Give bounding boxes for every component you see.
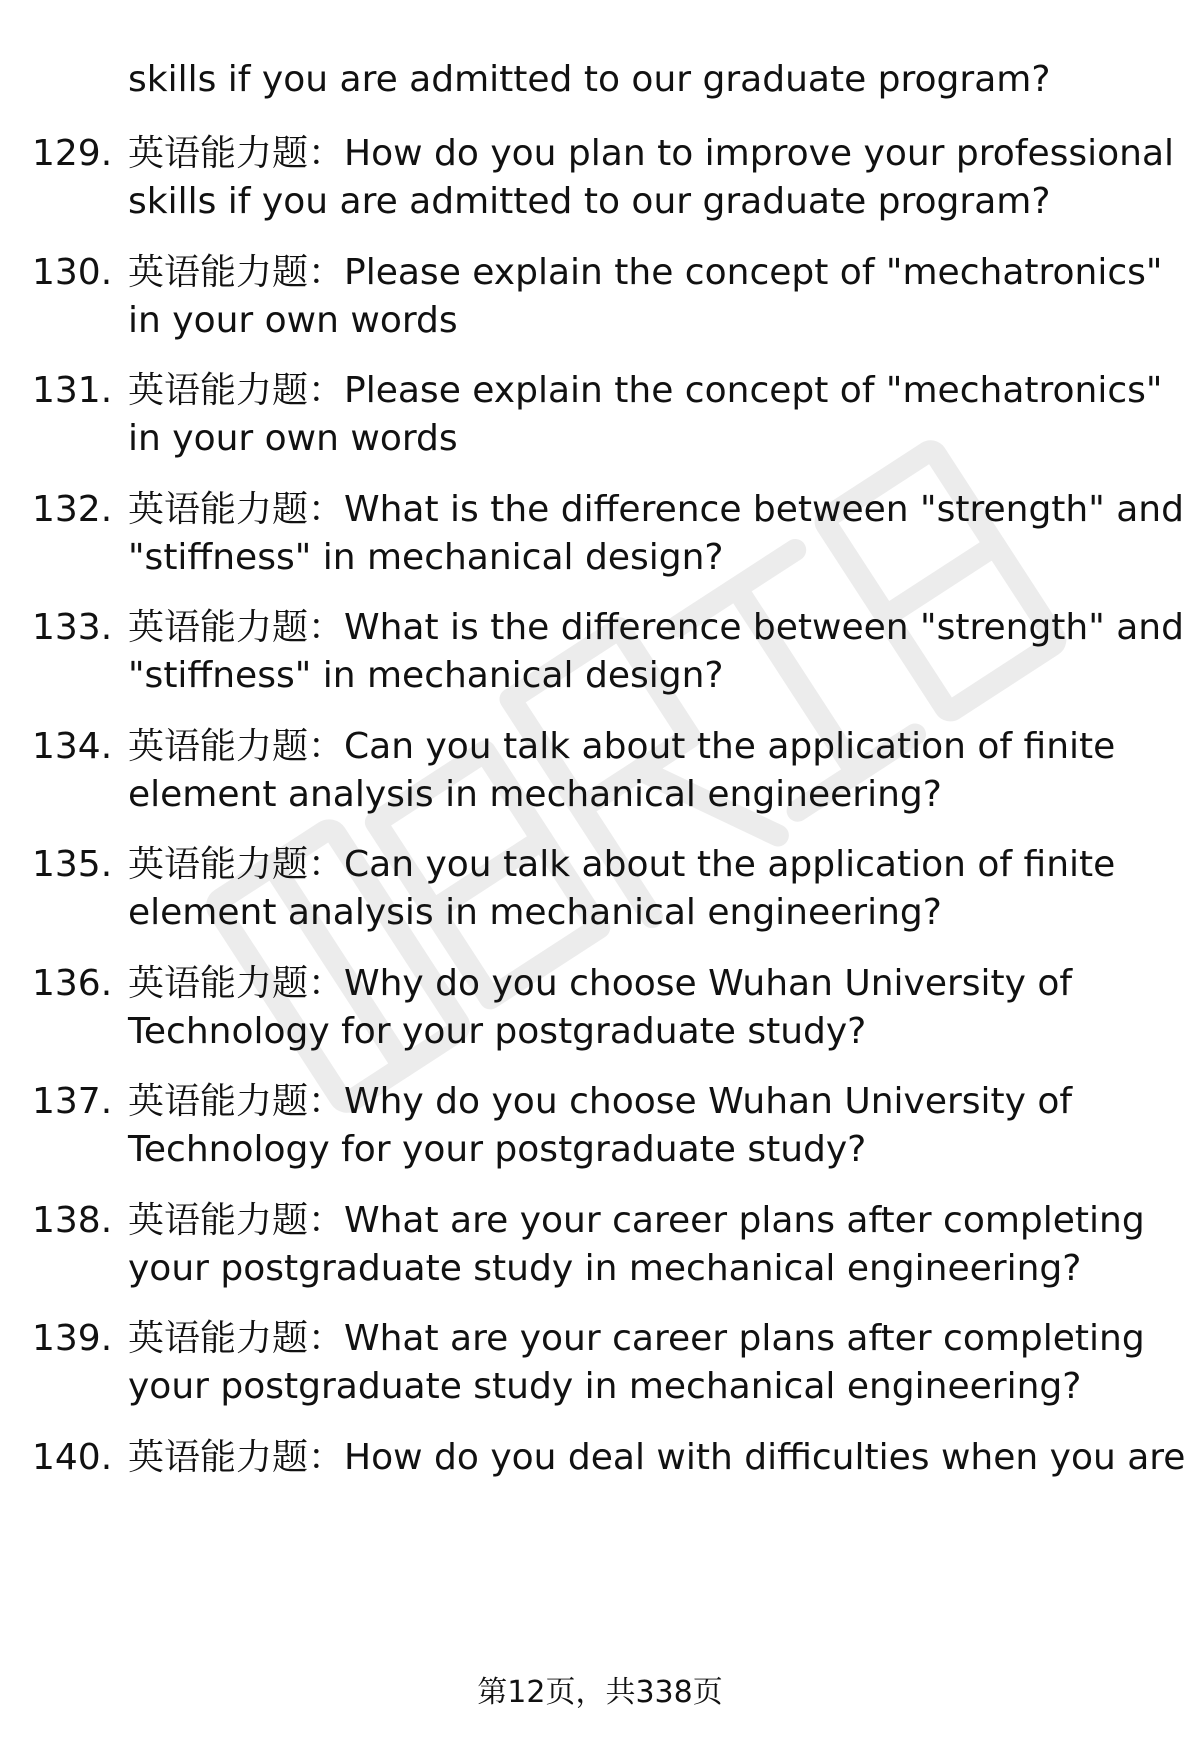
question-line-text: in your own words — [128, 299, 458, 341]
question-line — [128, 1245, 1178, 1293]
question-line-text: in your own words — [128, 418, 458, 459]
question-line — [128, 249, 1178, 297]
question-text — [128, 1315, 1178, 1411]
question-line — [128, 367, 1178, 415]
question-line-text: "stiffness" in mechanical design? — [128, 655, 724, 696]
question-line-text: Technology for your postgraduate study? — [128, 1129, 867, 1170]
question-line — [128, 771, 1178, 819]
question-text — [128, 1434, 1186, 1482]
question-text — [128, 249, 1178, 345]
question-line-text: Can you talk about the application of finite — [344, 844, 1116, 885]
question-line — [128, 1008, 1178, 1056]
continuation-text: skills if you are admitted to our graduate program? — [128, 59, 1051, 100]
question-line-text: How do you deal with difficulties when you are — [344, 1436, 1186, 1478]
question-text — [128, 367, 1178, 463]
question-line — [128, 723, 1178, 771]
question-line-text: "stiffness" in mechanical design? — [128, 536, 724, 578]
question-line — [128, 889, 1178, 937]
question-number: 134. — [32, 725, 113, 767]
question-prefix: 英语能力题： — [128, 370, 345, 411]
page-footer: 第12页，共338页 — [477, 1675, 723, 1710]
question-number: 140. — [32, 1436, 113, 1478]
question-line-text: How do you plan to improve your professional — [344, 133, 1175, 174]
question-line — [128, 960, 1178, 1008]
question-line — [128, 1434, 1186, 1482]
question-text — [128, 1078, 1178, 1174]
question-prefix: 英语能力题： — [128, 962, 345, 1004]
question-line-text: Technology for your postgraduate study? — [128, 1010, 867, 1052]
question-prefix: 英语能力题： — [128, 725, 345, 767]
question-prefix: 英语能力题： — [128, 607, 345, 648]
question-text — [128, 130, 1178, 226]
question-text — [128, 604, 1184, 700]
question-line — [128, 1078, 1178, 1126]
question-prefix: 英语能力题： — [128, 1436, 345, 1478]
question-line — [128, 534, 1178, 582]
question-line-text: element analysis in mechanical engineering? — [128, 773, 942, 815]
question-text — [128, 1197, 1178, 1293]
question-line-text: What are your career plans after completing — [344, 1318, 1145, 1359]
question-line-text: Please explain the concept of "mechatronics" — [344, 251, 1163, 293]
question-number: 131. — [32, 370, 113, 411]
question-line-text: skills if you are admitted to our graduate program? — [128, 181, 1051, 222]
question-line-text: What are your career plans after completing — [344, 1199, 1145, 1241]
question-number: 129. — [32, 133, 113, 174]
question-line-text: element analysis in mechanical engineering? — [128, 892, 942, 933]
question-text — [128, 960, 1178, 1056]
question-line — [128, 1197, 1178, 1245]
question-text — [128, 723, 1178, 819]
question-number: 137. — [32, 1081, 113, 1122]
question-prefix: 英语能力题： — [128, 133, 345, 174]
question-prefix: 英语能力题： — [128, 1318, 345, 1359]
question-line — [128, 130, 1178, 178]
question-line-text: What is the difference between "strength" and — [344, 488, 1184, 530]
question-line — [128, 604, 1184, 652]
question-line-text: your postgraduate study in mechanical engineering? — [128, 1247, 1082, 1289]
question-number: 135. — [32, 844, 113, 885]
question-line-text: Why do you choose Wuhan University of — [344, 1081, 1073, 1122]
question-number: 132. — [32, 488, 113, 530]
question-line — [128, 1126, 1178, 1174]
question-line-text: Why do you choose Wuhan University of — [344, 962, 1073, 1004]
question-number: 136. — [32, 962, 113, 1004]
question-number: 130. — [32, 251, 113, 293]
question-number: 139. — [32, 1318, 113, 1359]
question-text — [128, 841, 1178, 937]
question-line — [128, 486, 1184, 534]
question-line-text: your postgraduate study in mechanical engineering? — [128, 1366, 1082, 1407]
question-line — [128, 1315, 1178, 1363]
question-text — [128, 486, 1184, 582]
question-line — [128, 841, 1178, 889]
question-line-text: Can you talk about the application of finite — [344, 725, 1116, 767]
question-number: 133. — [32, 607, 113, 648]
question-line — [128, 297, 1178, 345]
question-prefix: 英语能力题： — [128, 488, 345, 530]
question-line-text: Please explain the concept of "mechatronics" — [344, 370, 1163, 411]
question-prefix: 英语能力题： — [128, 251, 345, 293]
question-line-text: What is the difference between "strength" and — [344, 607, 1184, 648]
question-prefix: 英语能力题： — [128, 1199, 345, 1241]
question-number: 138. — [32, 1199, 113, 1241]
question-prefix: 英语能力题： — [128, 1081, 345, 1122]
question-line — [128, 652, 1178, 700]
question-line — [128, 178, 1178, 226]
question-prefix: 英语能力题： — [128, 844, 345, 885]
question-line — [128, 1363, 1178, 1411]
question-line — [128, 415, 1178, 463]
